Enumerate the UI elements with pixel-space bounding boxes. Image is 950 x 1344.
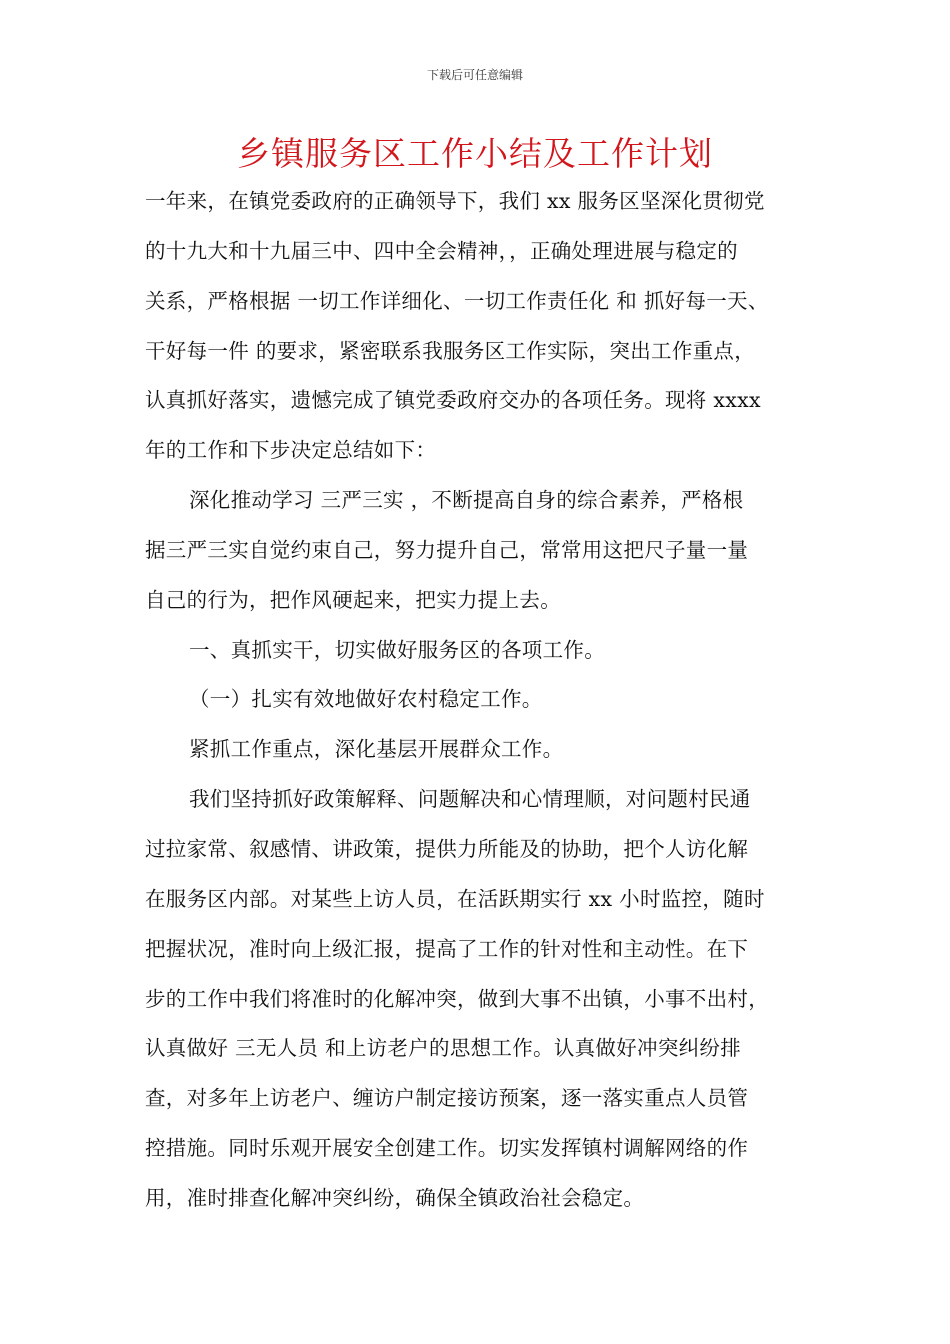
document-title: 乡镇服务区工作小结及工作计划 bbox=[237, 134, 713, 173]
body-line: 在服务区内部。对某些上访人员，在活跃期实行 xx 小时监控，随时 bbox=[145, 886, 765, 911]
body-line: 过拉家常、叙感情、讲政策，提供力所能及的协助，把个人访化解 bbox=[145, 836, 749, 861]
body-line: 认真抓好落实，遗憾完成了镇党委政府交办的各项任务。现将 xxxx bbox=[145, 388, 761, 413]
body-line: 控措施。同时乐观开展安全创建工作。切实发挥镇村调解网络的作 bbox=[145, 1136, 749, 1161]
body-line: 查，对多年上访老户、缠访户制定接访预案，逐一落实重点人员管 bbox=[145, 1086, 749, 1111]
body-line: 认真做好 三无人员 和上访老户的思想工作。认真做好冲突纠纷排 bbox=[145, 1036, 742, 1061]
body-line: 把握状况，准时向上级汇报，提高了工作的针对性和主动性。在下 bbox=[145, 936, 749, 961]
subsection-heading: （一）扎实有效地做好农村稳定工作。 bbox=[189, 687, 543, 712]
header-note: 下载后可任意编辑 bbox=[426, 68, 523, 82]
body-line: 紧抓工作重点，深化基层开展群众工作。 bbox=[189, 737, 564, 762]
body-line: 用，准时排查化解冲突纠纷，确保全镇政治社会稳定。 bbox=[145, 1185, 645, 1210]
body-line: 的十九大和十九届三中、四中全会精神，，正确处理进展与稳定的 bbox=[145, 238, 738, 263]
body-line: 年的工作和下步决定总结如下： bbox=[145, 438, 437, 463]
body-line: 自己的行为，把作风硬起来，把实力提上去。 bbox=[145, 587, 561, 612]
body-line: 据三严三实自觉约束自己，努力提升自己，常常用这把尺子量一量 bbox=[145, 537, 749, 562]
body-line: 我们坚持抓好政策解释、问题解决和心情理顺，对问题村民通 bbox=[189, 787, 751, 812]
body-line: 一年来，在镇党委政府的正确领导下，我们 xx 服务区坚深化贯彻党 bbox=[145, 189, 765, 213]
section-heading: 一、真抓实干，切实做好服务区的各项工作。 bbox=[189, 637, 605, 662]
body-line: 步的工作中我们将准时的化解冲突，做到大事不出镇，小事不出村， bbox=[145, 986, 769, 1011]
body-line: 干好每一件 的要求，紧密联系我服务区工作实际，突出工作重点， bbox=[145, 338, 756, 363]
body-line: 关系，严格根据 一切工作详细化、一切工作责任化 和 抓好每一天、 bbox=[145, 288, 769, 313]
document-body bbox=[145, 177, 835, 1224]
body-line: 深化推动学习 三严三实 ，不断提高自身的综合素养，严格根 bbox=[189, 488, 744, 513]
